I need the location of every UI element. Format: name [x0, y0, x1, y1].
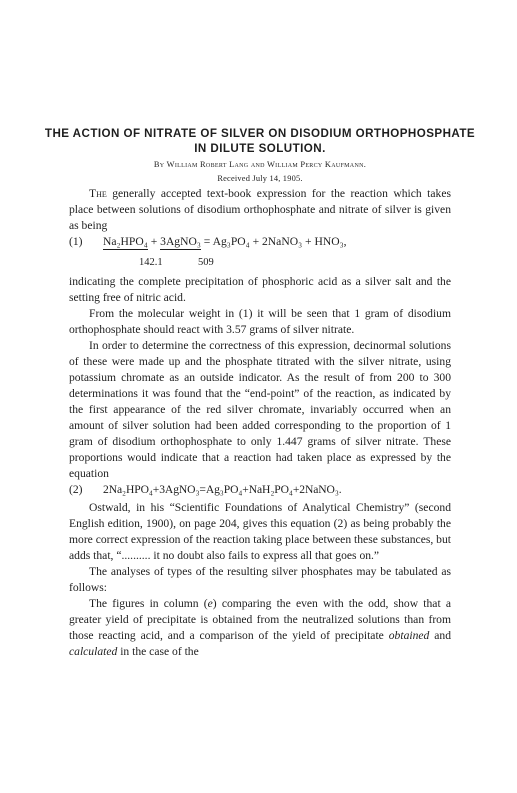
- equation-1-mass-1: 142.1: [139, 257, 163, 268]
- article-title: THE ACTION OF NITRATE OF SILVER ON DISODIUM ORTHOPHOSPHATE IN DILUTE SOLUTION.: [44, 127, 476, 155]
- calculated-emphasis: calculated: [69, 645, 118, 658]
- figures-text-b: ) comparing the even with the odd, show that a greater yield of precipitate is obtained from the neutralized solutions than from those reacting acid, and a comparison of the yield of precipitate: [69, 597, 452, 642]
- equation-1-number: (1): [69, 235, 83, 248]
- equation-2-formula: 2Na₂HPO₄+3AgNO₃=Ag₃PO₄+NaH₂PO₄+2NaNO₃.: [103, 483, 342, 496]
- analyses-paragraph: The analyses of types of the resulting silver phosphates may be tabulated as follows:: [69, 565, 451, 594]
- equation-2: [69, 482, 451, 500]
- figures-paragraph: [69, 596, 451, 660]
- equation-1-reactant-2: 3AgNO₃: [160, 235, 201, 248]
- intro-paragraph: [69, 186, 451, 234]
- equation-1-formula: [103, 234, 347, 250]
- column-e-label: e: [207, 597, 213, 610]
- intro-lead-word: The: [89, 187, 107, 200]
- indicating-paragraph: indicating the complete precipitation of phosphoric acid as a silver salt and the setting free of nitric acid.: [69, 275, 451, 304]
- figures-text-c: and: [429, 629, 451, 642]
- figures-text-a: The figures in column (: [89, 597, 208, 610]
- equation-1-reactant-1: Na₂HPO₄: [103, 235, 148, 248]
- molecular-weight-paragraph: From the molecular weight in (1) it will be seen that 1 gram of disodium orthophosphate should react with 3.57 grams of silver nitrate.: [69, 307, 451, 336]
- equation-2-number: (2): [69, 483, 83, 496]
- obtained-emphasis: obtained: [388, 629, 430, 642]
- figures-text-d: in the case of the: [117, 645, 199, 658]
- equation-1: [69, 234, 451, 274]
- received-date: Received July 14, 1905.: [217, 174, 303, 183]
- equation-1-plus: +: [147, 235, 161, 248]
- article-body: [69, 186, 451, 660]
- equation-1-mass-2: 509: [198, 257, 214, 268]
- determination-paragraph: In order to determine the correctness of this expression, decinormal solutions of these were made up and the phosphate titrated with the silver nitrate, using potassium chromate as an outside indicator. As the result of from 200 to 300 determinations it was found that the “end-point” of the reaction, as indicated by the first appearance of the red silver chromate, invariably occurred when an amount of silver solution had been added corresponding to the proportion of 1 gram of disodium orthophosphate to only 1.447 grams of silver nitrate. These proportions would indicate that a reaction had taken place as expressed by the equation: [69, 339, 451, 480]
- intro-text: generally accepted text-book expression for the reaction which takes place between solutions of disodium orthophosphate and nitrate of silver is given as being: [69, 187, 451, 232]
- article-authors: By William Robert Lang and William Percy Kaufmann.: [153, 160, 367, 169]
- equation-1-products: = Ag₃PO₄ + 2NaNO₃ + HNO₃,: [200, 235, 347, 248]
- ostwald-paragraph: Ostwald, in his “Scientific Foundations of Analytical Chemistry” (second English edition, 1900), on page 204, gives this equation (2) as being probably the more correct expression of the reaction taking place between these substances, but adds that, “.......... it no doubt also fails to express all that goes on.”: [69, 501, 451, 562]
